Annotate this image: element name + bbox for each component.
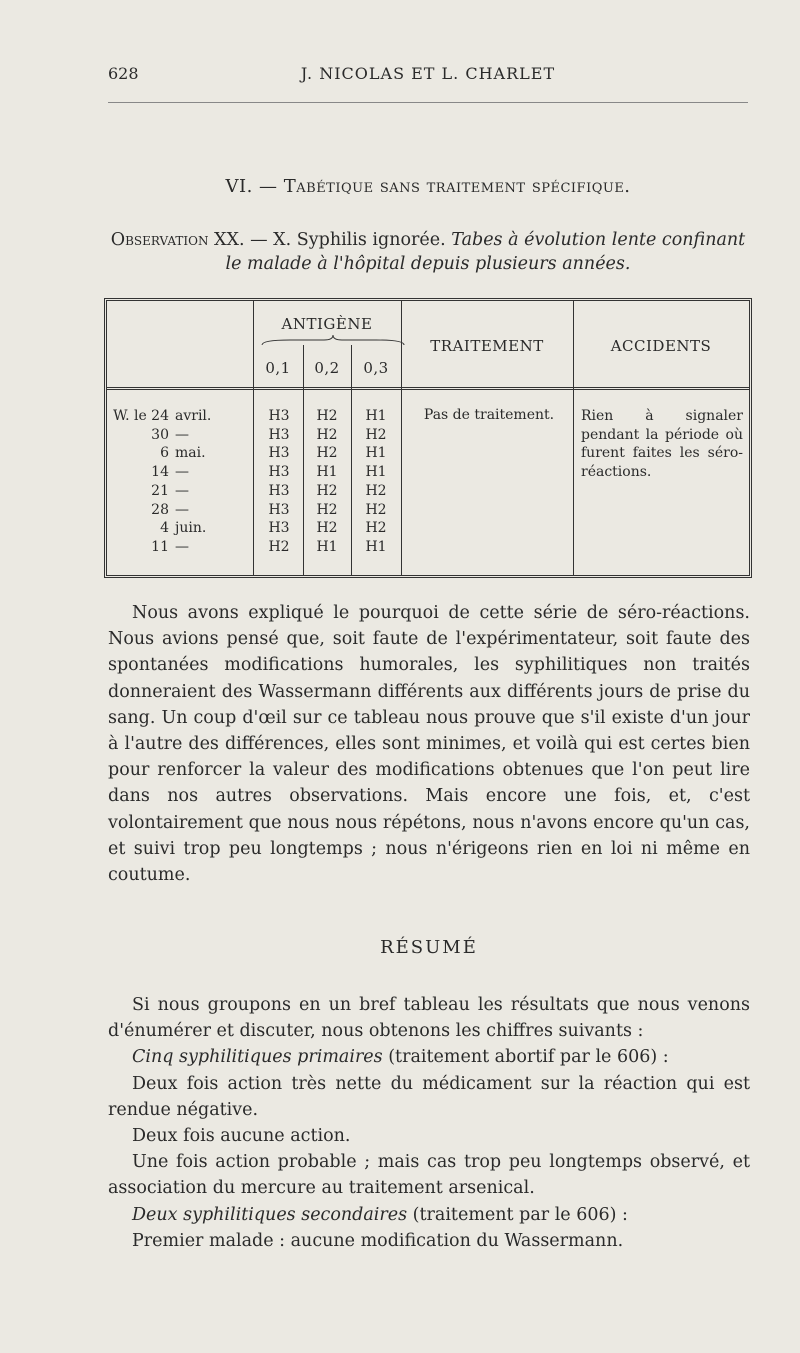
table-cell: H3	[268, 520, 290, 537]
table-divider	[253, 301, 254, 575]
table-cell: H1	[316, 538, 338, 555]
resume-heading: RÉSUMÉ	[380, 937, 478, 958]
running-title: J. NICOLAS ET L. CHARLET	[300, 64, 556, 83]
brace-icon	[260, 334, 406, 346]
table-cell: H3	[268, 426, 290, 443]
header-rule	[107, 387, 749, 388]
resume-line: Premier malade : aucune modification du Wassermann.	[132, 1230, 624, 1251]
table-cell: H1	[365, 445, 387, 462]
accidents-header: ACCIDENTS	[610, 337, 712, 355]
antigen-header: ANTIGÈNE	[281, 315, 373, 333]
table-row: W. le 24 avril.	[113, 408, 212, 424]
antigen-col-header: 0,1	[265, 359, 291, 377]
observation-description: Tabes à évolution lente confinant le malade à l'hôpital depuis plusieurs années.	[225, 230, 746, 274]
header-rule	[107, 389, 749, 390]
antigen-col-1-values	[255, 407, 303, 557]
table-cell: H2	[316, 520, 338, 537]
resume-intro: Si nous groupons en un bref tableau les résultats que nous venons d'énumérer et discuter, nous obtenons les chiffres suivants :	[108, 995, 750, 1042]
resume-body	[108, 992, 750, 1254]
date-column	[107, 407, 253, 557]
header-rule	[108, 102, 748, 103]
table-row: 11 —	[151, 538, 189, 555]
table-cell: H2	[316, 445, 338, 462]
antigen-col-header: 0,3	[363, 359, 389, 377]
table-cell: H3	[268, 501, 290, 518]
treatment-header: TRAITEMENT	[430, 337, 544, 355]
table-cell: H2	[365, 501, 387, 518]
antigen-col-header: 0,2	[314, 359, 340, 377]
section-number: VI. —	[225, 176, 278, 197]
treatment-cell: Pas de traitement.	[423, 407, 555, 423]
table-row: 4 juin.	[160, 520, 207, 537]
observation-label: Observation	[110, 230, 209, 250]
observation-heading	[108, 228, 748, 276]
table-cell: H1	[365, 464, 387, 481]
table-cell: H2	[316, 501, 338, 518]
table-cell: H2	[268, 538, 290, 555]
antigen-col-2-values	[303, 407, 351, 557]
resume-line: Deux fois aucune action.	[132, 1126, 351, 1147]
table-cell: H1	[365, 538, 387, 555]
table-cell: H2	[316, 408, 338, 424]
table-row: 21 —	[151, 482, 189, 499]
table-row: 30 —	[151, 426, 189, 443]
page-number: 628	[108, 64, 139, 83]
table-row: 28 —	[151, 501, 189, 518]
table-cell: H1	[365, 408, 387, 424]
section-title	[108, 176, 748, 197]
discussion-paragraph: Nous avons expliqué le pourquoi de cette série de séro-réactions. Nous avions pensé que, soit faute de l'expérimentateur, soit faute des spontanées modifications humorales, les syphilitiques non traités donneraient des Wassermann différents aux différents jours de prise du sang. Un coup d'œil sur ce tableau nous prouve que s'il existe d'un jour à l'autre des différences, elles sont minimes, et voilà qui est certes bien pour renforcer la valeur des modifications obtenues que l'on peut lire dans nos autres observations. Mais encore une fois, et, c'est volontairement que nous nous répétons, nous n'avons encore qu'un cas, et suivi trop peu longtemps ; nous n'érigeons rien en loi ni même en coutume.	[108, 603, 750, 886]
table-row: 6 mai.	[160, 445, 206, 462]
primary-group: Cinq syphilitiques primaires (traitement abortif par le 606) :	[132, 1047, 669, 1068]
table-cell: H1	[316, 464, 338, 481]
resume-line: Une fois action probable ; mais cas trop peu longtemps observé, et association du mercure au traitement arsenical.	[108, 1152, 750, 1199]
table-cell: H3	[268, 445, 290, 462]
secondary-group: Deux syphilitiques secondaires (traitement par le 606) :	[132, 1204, 628, 1225]
observation-table	[104, 298, 752, 578]
table-cell: H3	[268, 464, 290, 481]
resume-line: Deux fois action très nette du médicament sur la réaction qui est rendue négative.	[108, 1073, 750, 1120]
observation-number: XX. — X. Syphilis ignorée.	[214, 230, 446, 250]
table-cell: H3	[268, 482, 290, 499]
table-row: 14 —	[151, 464, 189, 481]
antigen-col-3-values	[351, 407, 401, 557]
table-cell: H2	[316, 482, 338, 499]
table-cell: H2	[316, 426, 338, 443]
table-cell: H2	[365, 426, 387, 443]
section-heading: Tabétique sans traitement spécifique.	[283, 176, 631, 197]
accidents-cell: Rien à signaler pendant la période où furent faites les séro-réactions.	[581, 408, 743, 481]
table-cell: H2	[365, 520, 387, 537]
table-cell: H2	[365, 482, 387, 499]
table-cell: H3	[268, 408, 290, 424]
running-head	[108, 64, 748, 90]
